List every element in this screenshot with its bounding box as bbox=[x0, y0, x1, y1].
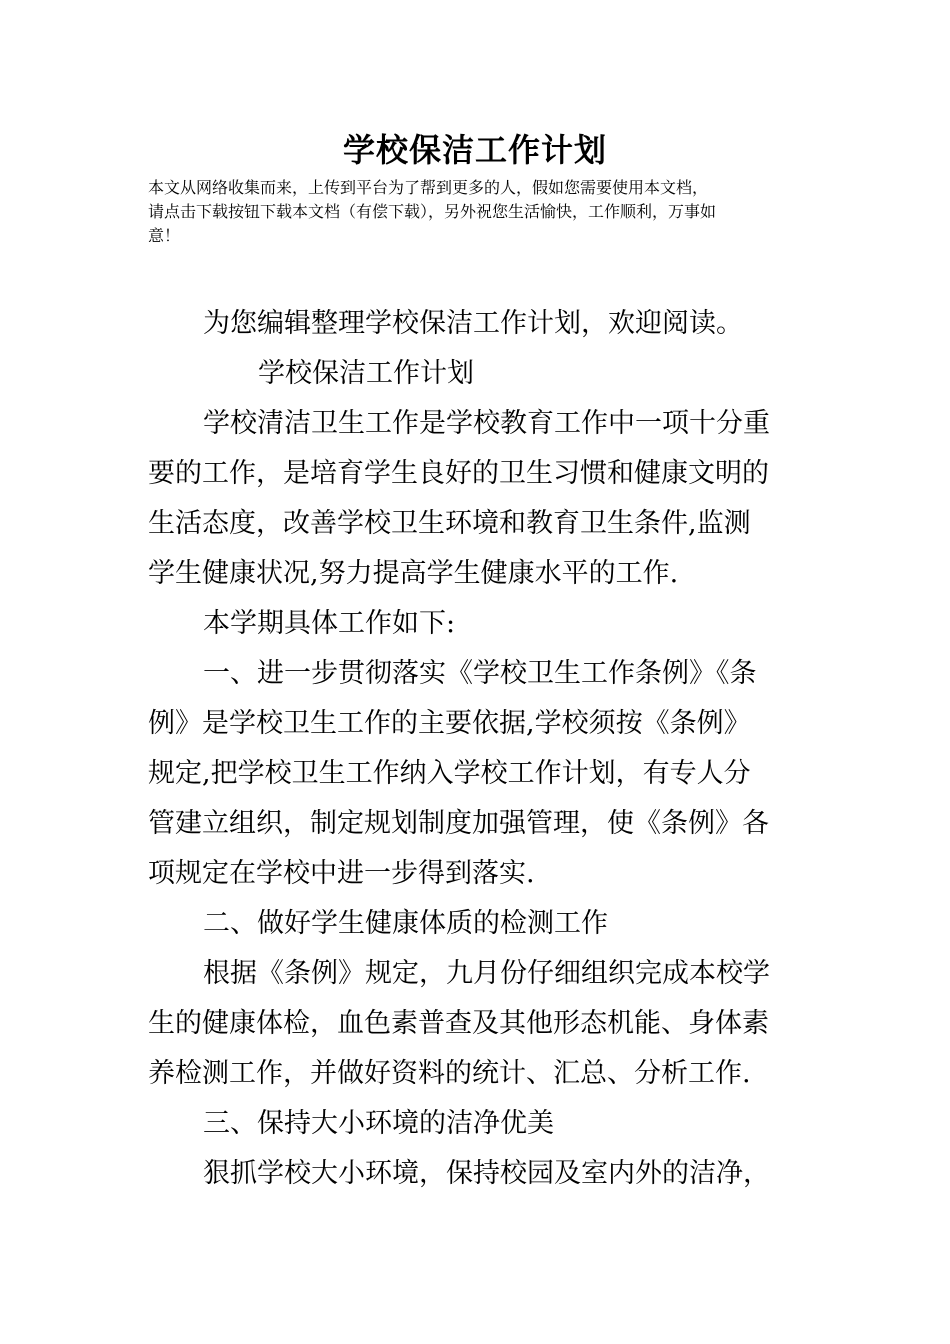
paragraph-line: 要的工作，是培育学生良好的卫生习惯和健康文明的 bbox=[148, 458, 769, 489]
paragraph-line: 学生健康状况,努力提高学生健康水平的工作. bbox=[148, 558, 679, 589]
paragraph-line: 规定,把学校卫生工作纳入学校工作计划，有专人分 bbox=[148, 758, 751, 789]
paragraph-line: 根据《条例》规定，九月份仔细组织完成本校学 bbox=[203, 958, 770, 989]
document-title: 学校保洁工作计划 bbox=[342, 131, 607, 169]
intro-line: 为您编辑整理学校保洁工作计划，欢迎阅读。 bbox=[203, 308, 743, 339]
paragraph-line: 例》是学校卫生工作的主要依据,学校须按《条例》 bbox=[148, 708, 751, 739]
paragraph-line: 本学期具体工作如下: bbox=[203, 608, 456, 639]
section-heading-line: 一、进一步贯彻落实《学校卫生工作条例》《条 bbox=[203, 658, 757, 689]
paragraph-line: 管建立组织，制定规划制度加强管理，使《条例》各 bbox=[148, 808, 769, 839]
notice-line: 请点击下载按钮下载本文档（有偿下载），另外祝您生活愉快，工作顺利，万事如 bbox=[148, 202, 717, 221]
section-heading-line: 三、保持大小环境的洁净优美 bbox=[203, 1108, 554, 1139]
paragraph-line: 生的健康体检，血色素普查及其他形态机能、身体素 bbox=[148, 1008, 769, 1039]
subtitle-line: 学校保洁工作计划 bbox=[258, 358, 474, 389]
paragraph-line: 生活态度，改善学校卫生环境和教育卫生条件,监测 bbox=[148, 508, 751, 539]
notice-line: 意！ bbox=[148, 226, 181, 245]
paragraph-line: 养检测工作，并做好资料的统计、汇总、分析工作. bbox=[148, 1058, 751, 1089]
section-heading-line: 二、做好学生健康体质的检测工作 bbox=[203, 908, 608, 939]
notice-line: 本文从网络收集而来，上传到平台为了帮到更多的人，假如您需要使用本文档， bbox=[148, 178, 709, 197]
paragraph-line: 狠抓学校大小环境，保持校园及室内外的洁净， bbox=[203, 1158, 770, 1189]
download-notice bbox=[148, 176, 828, 248]
paragraph-line: 项规定在学校中进一步得到落实. bbox=[148, 858, 535, 889]
paragraph-line: 学校清洁卫生工作是学校教育工作中一项十分重 bbox=[203, 408, 770, 439]
